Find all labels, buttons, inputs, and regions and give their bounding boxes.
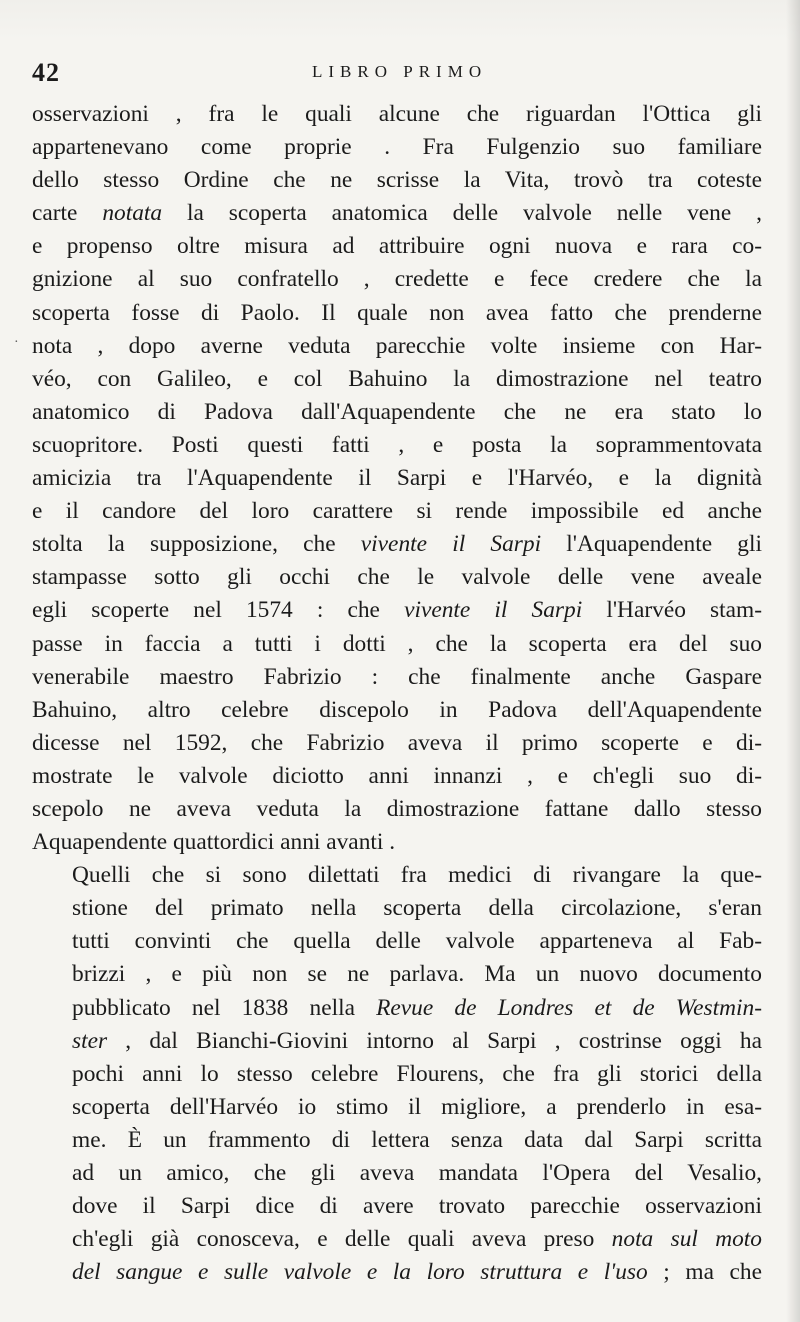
text-line: scoperta fosse di Paolo. Il quale non avea fatto che prenderne (32, 299, 762, 326)
text-line (32, 528, 762, 561)
text-line: Bahuino, altro celebre discepolo in Padova dell'Aquapendente (32, 696, 762, 723)
text-line: e propenso oltre misura ad attribuire ogni nuova e rara co- (32, 233, 762, 260)
text-line: mostrate le valvole diciotto anni innanzi , e ch'egli suo di- (32, 762, 762, 789)
text-line: brizzi , e più non se ne parlava. Ma un nuovo documento (72, 961, 762, 988)
text-line (32, 1223, 762, 1256)
page-number: 42 (32, 58, 60, 87)
text-line: tutti convinti che quella delle valvole apparteneva al Fab- (72, 928, 762, 955)
text-line: véo, con Galileo, e col Bahuino la dimostrazione nel teatro (32, 365, 762, 392)
text-segment: egli scoperte nel 1574 : che (32, 597, 405, 624)
italic-phrase: nota sul moto (611, 1226, 762, 1253)
text-line (32, 594, 762, 627)
italic-phrase: vivente il Sarpi (404, 597, 583, 624)
text-line: scepolo ne aveva veduta la dimostrazione fattane dallo stesso (32, 795, 762, 822)
text-line (32, 1025, 762, 1058)
text-line: Aquapendente quattordici anni avanti . (32, 829, 396, 856)
text-segment: l'Aquapendente gli (541, 531, 762, 558)
gutter-shadow (786, 0, 800, 1322)
text-line: dicesse nel 1592, che Fabrizio aveva il primo scoperte e di- (32, 729, 762, 756)
text-segment: carte (32, 200, 103, 227)
text-line: scuopritore. Posti questi fatti , e posta la soprammentovata (32, 431, 762, 458)
text-line: venerabile maestro Fabrizio : che finalmente anche Gaspare (32, 663, 762, 690)
text-segment: stolta la supposizione, che (32, 531, 361, 558)
text-line: appartenevano come proprie . Fra Fulgenzio suo familiare (32, 134, 762, 161)
italic-phrase: del sangue e sulle valvole e la loro struttura e l'uso (72, 1259, 648, 1286)
text-segment: ; ma che (647, 1259, 762, 1286)
running-head (32, 58, 772, 88)
text-line: pochi anni lo stesso celebre Flourens, che fra gli storici della (72, 1060, 762, 1087)
text-line: scoperta dell'Harvéo io stimo il migliore, a prenderlo in esa- (72, 1093, 762, 1120)
text-line: passe in faccia a tutti i dotti , che la scoperta era del suo (32, 630, 762, 657)
text-segment: l'Harvéo stam- (582, 597, 762, 624)
text-line: ad un amico, che gli aveva mandata l'Opera del Vesalio, (72, 1160, 762, 1186)
italic-phrase: Revue de Londres et de Westmin- (376, 994, 762, 1021)
text-segment: , dal Bianchi-Giovini intorno al Sarpi , costrinse oggi ha (107, 1027, 762, 1054)
text-line: gnizione al suo confratello , credette e fece credere che la (32, 266, 762, 293)
body-text (32, 98, 762, 1289)
text-line (32, 992, 762, 1025)
text-line: osservazioni , fra le quali alcune che riguardan l'Ottica gli (32, 101, 762, 127)
paragraph-1 (32, 98, 762, 859)
text-line: stampasse sotto gli occhi che le valvole delle vene aveale (32, 564, 762, 591)
page-top-shading (0, 0, 800, 40)
text-line: nota , dopo averne veduta parecchie volte insieme con Har- (32, 332, 762, 359)
text-line (32, 197, 762, 230)
text-line: stione del primato nella scoperta della circolazione, s'eran (72, 895, 762, 922)
text-line: Quelli che si sono dilettati fra medici di rivangare la que- (72, 862, 762, 889)
text-segment: la scoperta anatomica delle valvole nelle vene , (162, 200, 763, 227)
italic-phrase: vivente il Sarpi (360, 531, 542, 558)
running-title: LIBRO PRIMO (312, 62, 488, 81)
text-line: dello stesso Ordine che ne scrisse la Vita, trovò tra coteste (32, 167, 762, 194)
margin-mark: · (14, 335, 19, 350)
italic-phrase: notata (102, 200, 163, 227)
text-segment: ch'egli già conosceva, e delle quali aveva preso (72, 1226, 612, 1253)
text-segment: pubblicato nel 1838 nella (72, 994, 377, 1021)
text-line: dove il Sarpi dice di avere trovato parecchie osservazioni (72, 1193, 762, 1220)
paragraph-2 (32, 859, 762, 1289)
text-line: amicizia tra l'Aquapendente il Sarpi e l'Harvéo, e la dignità (32, 465, 762, 492)
italic-phrase: ster (72, 1027, 108, 1054)
text-line: me. È un frammento di lettera senza data dal Sarpi scritta (72, 1126, 762, 1153)
text-line: e il candore del loro carattere si rende impossibile ed anche (32, 498, 762, 525)
text-line (32, 1256, 762, 1289)
text-line: anatomico di Padova dall'Aquapendente che ne era stato lo (32, 398, 762, 425)
